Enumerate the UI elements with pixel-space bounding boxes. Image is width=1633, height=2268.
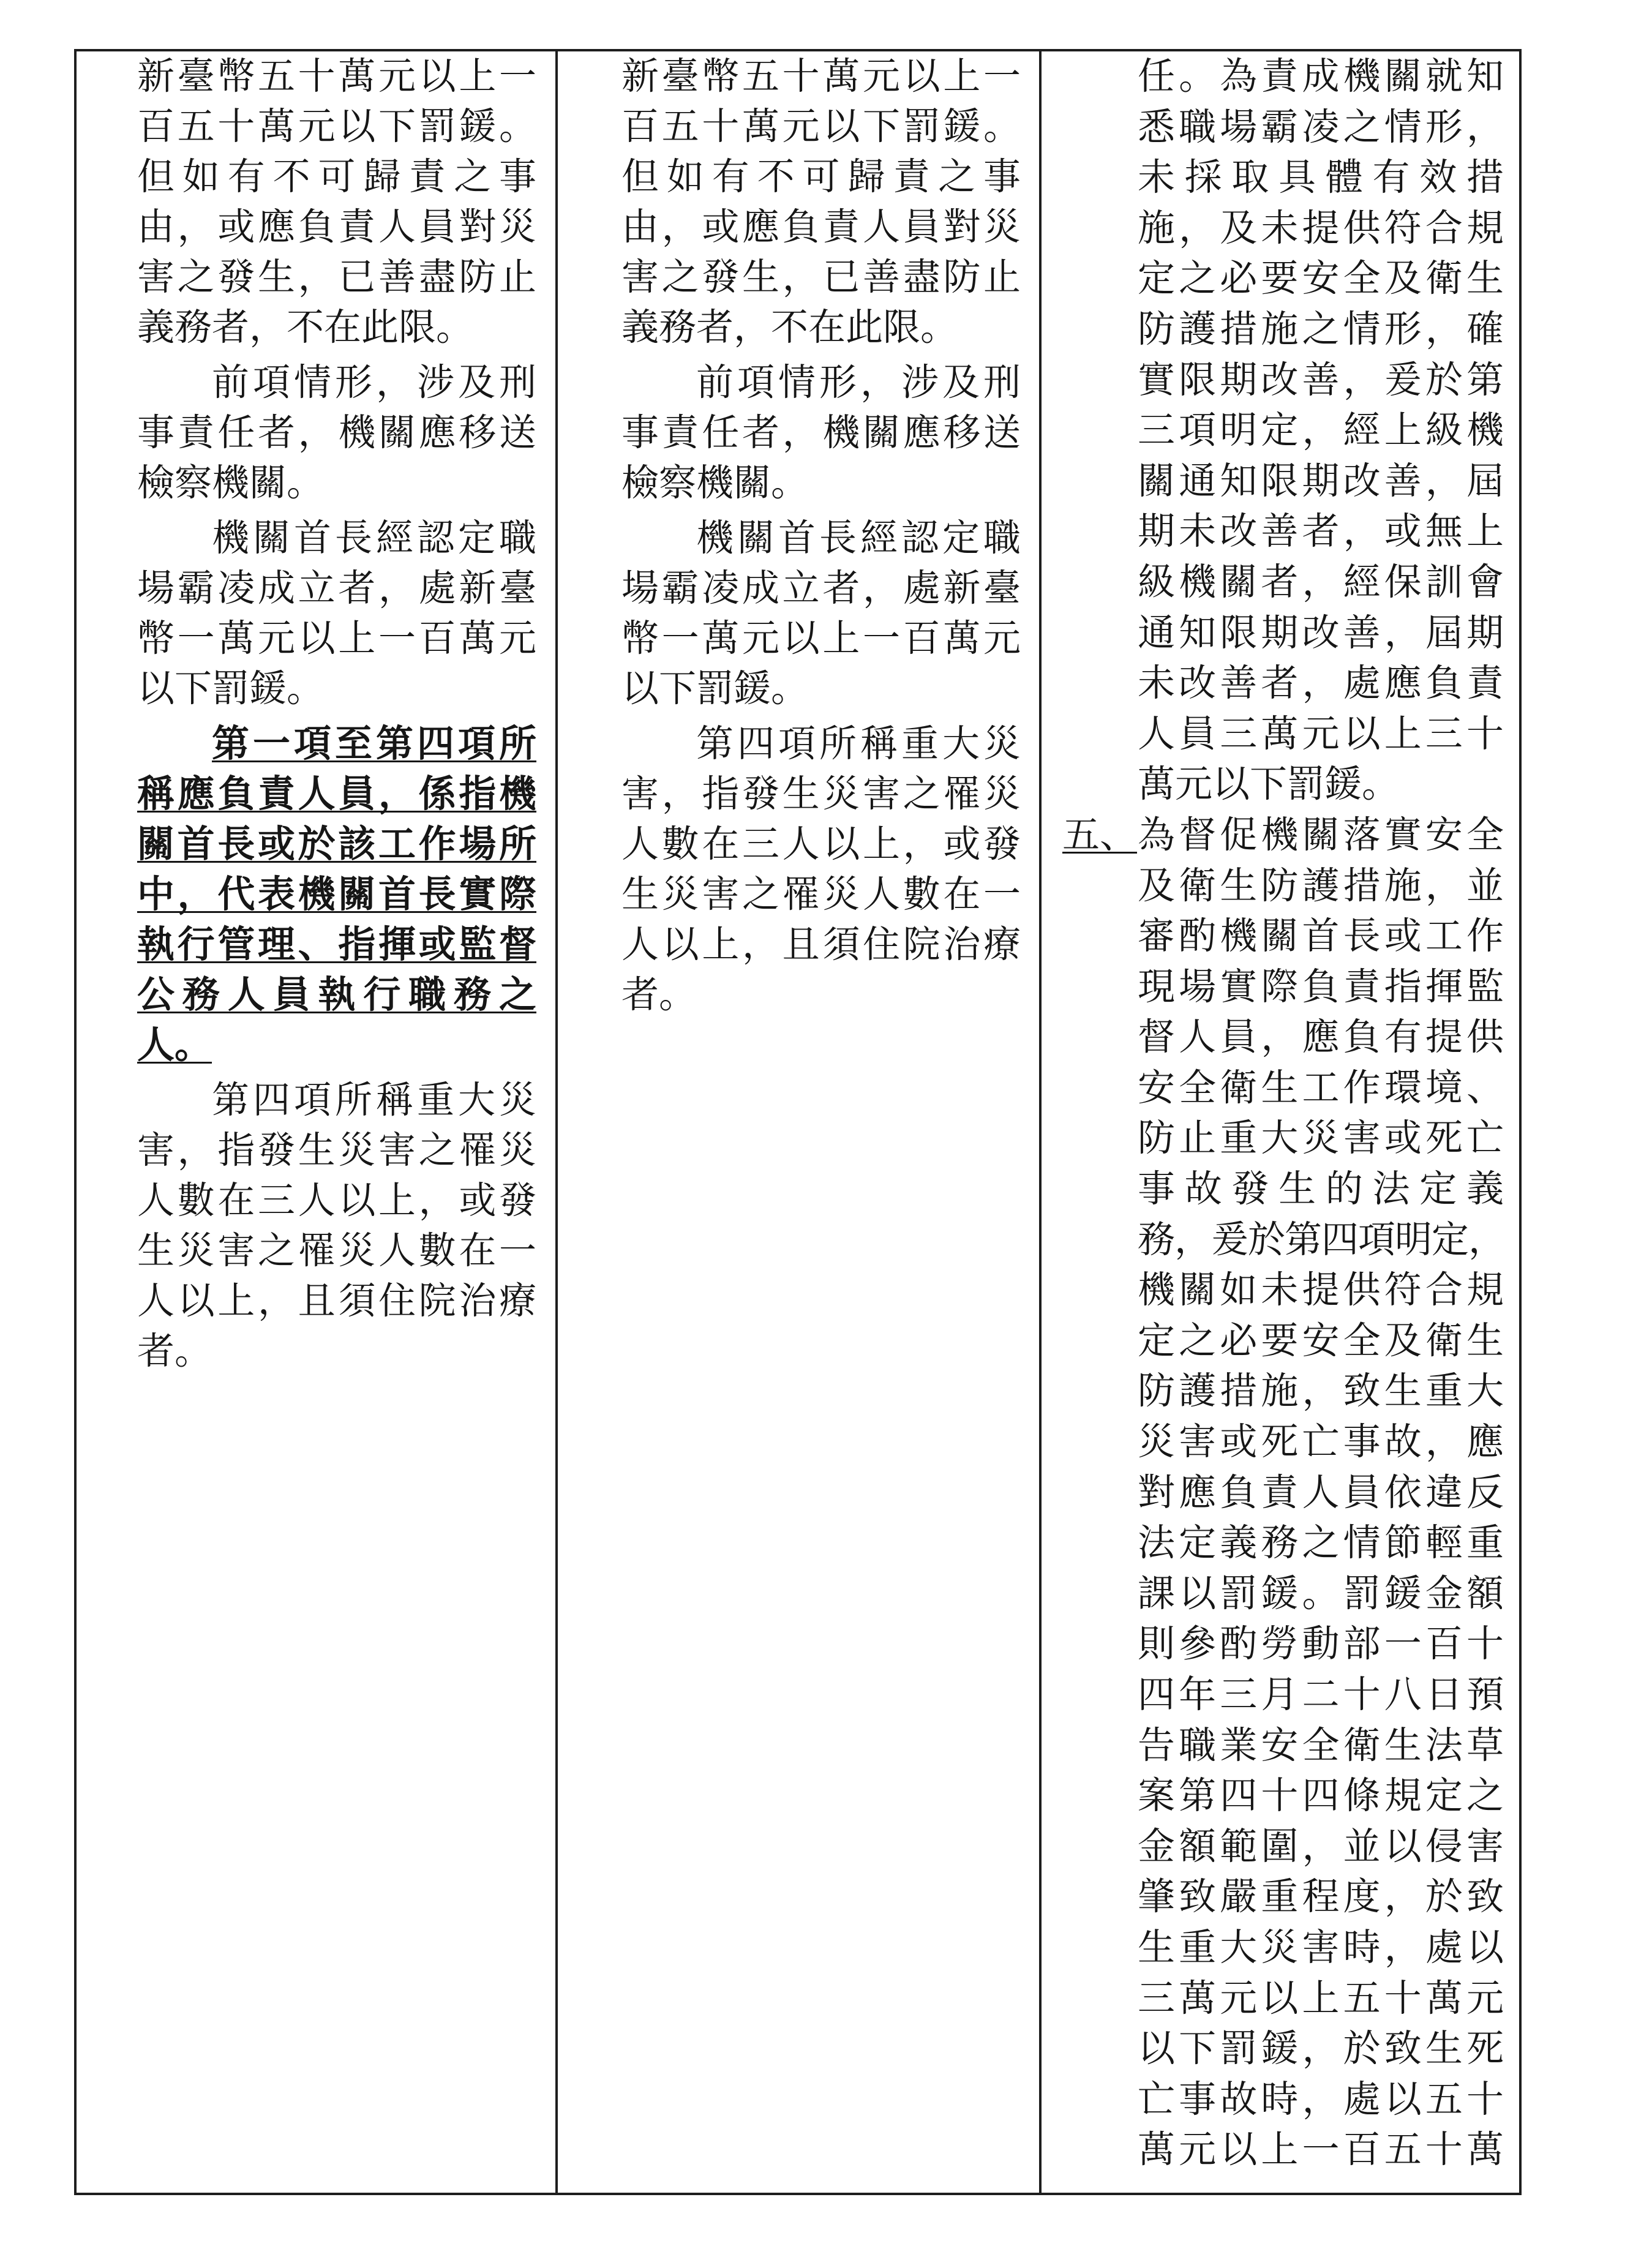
text-line: 檢察機關。: [137, 461, 325, 505]
text-line: 以下罰鍰，於致生死: [1138, 2027, 1504, 2071]
text-line: 級機關者，經保訓會: [1138, 560, 1504, 604]
text-line: 事責任者，機關應移送: [621, 411, 1021, 454]
text-line: 場霸凌成立者，處新臺: [621, 566, 1021, 610]
text-line: 對應負責人員依違反: [1138, 1470, 1504, 1514]
text-line: 安全衛生工作環境、: [1138, 1065, 1504, 1110]
text-line: 義務者，不在此限。: [137, 306, 474, 349]
text-line: 者。: [621, 973, 697, 1016]
text-line: 者。: [137, 1329, 212, 1373]
text-line: 四年三月二十八日預: [1138, 1673, 1504, 1716]
explanation-item-4-continuation: [1138, 51, 1504, 810]
text-line: 定之必要安全及衛生: [1138, 1318, 1504, 1362]
text-line: 及衛生防護措施，並: [1138, 863, 1504, 907]
text-line: 機關如未提供符合規: [1138, 1268, 1504, 1312]
text-line: 人員三萬元以上三十: [1138, 712, 1504, 756]
text-line: 災害或死亡事故，應: [1138, 1420, 1504, 1464]
text-line: 以下罰鍰。: [621, 667, 809, 710]
text-line: 幣一萬元以上一百萬元: [621, 617, 1021, 660]
text-line: 悉職場霸凌之情形，: [1138, 105, 1504, 149]
text-line: 案第四十四條規定之: [1138, 1774, 1504, 1818]
text-line: 但如有不可歸責之事: [621, 155, 1021, 198]
text-line: 害之發生，已善盡防止: [621, 255, 1021, 299]
text-line: 萬元以上一百五十萬: [1138, 2128, 1504, 2172]
text-line: 實限期改善，爰於第: [1138, 358, 1504, 402]
text-line: 人以上，且須住院治療: [621, 923, 1021, 966]
text-line: 檢察機關。: [621, 461, 809, 505]
item-number-marker: 五、: [1062, 813, 1138, 857]
text-line: 未改善者，處應負責: [1138, 661, 1504, 705]
text-line: 期未改善者，或無上: [1138, 509, 1504, 554]
column-divider-2: [1039, 49, 1042, 2195]
text-line: 人以上，且須住院治療: [137, 1279, 536, 1323]
paragraph-criminal-referral: [137, 358, 536, 508]
column-divider-1: [555, 49, 558, 2195]
text-line: 幣一萬元以上一百萬元: [137, 617, 536, 660]
text-line: 由，或應負責人員對災: [137, 205, 536, 249]
text-line: 則參酌勞動部一百十: [1138, 1622, 1504, 1666]
text-line: 害之發生，已善盡防止: [137, 255, 536, 299]
text-line: 生災害之罹災人數在一: [621, 873, 1021, 916]
text-line: 通知限期改善，屆期: [1138, 610, 1504, 655]
text-line-bold-underlined: 中，代表機關首長實際: [137, 873, 536, 916]
text-line: 現場實際負責指揮監: [1138, 964, 1504, 1008]
text-line: 審酌機關首長或工作: [1138, 914, 1504, 958]
text-line: 義務者，不在此限。: [621, 306, 958, 349]
text-line: 萬元以下罰鍰。: [1138, 762, 1400, 806]
text-line: 告職業安全衛生法草: [1138, 1723, 1504, 1767]
text-line: 三萬元以上五十萬元: [1138, 1976, 1504, 2020]
text-line: 第四項所稱重大災: [696, 722, 1021, 765]
text-line: 人數在三人以上，或發: [621, 822, 1021, 866]
text-line: 但如有不可歸責之事: [137, 155, 536, 198]
text-line: 督人員，應負有提供: [1138, 1015, 1504, 1059]
text-line: 新臺幣五十萬元以上一: [137, 54, 536, 98]
column-1-amended-text: [137, 51, 536, 1376]
paragraph-head-bullying-fine: [137, 513, 536, 714]
text-line: 防護措施，致生重大: [1138, 1369, 1504, 1413]
explanation-item-5: [1062, 810, 1504, 2176]
text-line-bold-underlined: 公務人員執行職務之: [137, 973, 536, 1016]
paragraph-major-disaster-definition: [137, 1075, 536, 1376]
paragraph-major-disaster-definition: [621, 719, 1021, 1020]
text-line: 課以罰鍰。罰鍰金額: [1138, 1571, 1504, 1615]
text-line: 法定義務之情節輕重: [1138, 1521, 1504, 1565]
text-line: 防護措施之情形，確: [1138, 307, 1504, 351]
text-line: 前項情形，涉及刑: [212, 361, 536, 404]
text-line: 施，及未提供符合規: [1138, 206, 1504, 250]
text-line: 任。為責成機關就知: [1138, 54, 1504, 98]
text-line: 未採取具體有效措: [1138, 156, 1504, 200]
column-2-original-text: [621, 51, 1021, 1020]
text-line-bold-underlined: 稱應負責人員，係指機: [137, 772, 536, 816]
text-line: 關通知限期改善，屆: [1138, 459, 1504, 503]
text-line: 由，或應負責人員對災: [621, 205, 1021, 249]
paragraph-penalty-continuation: [137, 51, 536, 353]
text-line-bold-underlined: 關首長或於該工作場所: [137, 822, 536, 866]
text-line: 以下罰鍰。: [137, 667, 325, 710]
text-line: 亡事故時，處以五十: [1138, 2077, 1504, 2121]
text-line: 防止重大災害或死亡: [1138, 1116, 1504, 1160]
text-line: 前項情形，涉及刑: [696, 361, 1021, 404]
text-line-bold-underlined: 第一項至第四項所: [212, 722, 536, 765]
paragraph-head-bullying-fine: [621, 513, 1021, 714]
text-line: 金額範圍，並以侵害: [1138, 1824, 1504, 1868]
text-line: 三項明定，經上級機: [1138, 408, 1504, 452]
text-line: 場霸凌成立者，處新臺: [137, 566, 536, 610]
text-line: 務，爰於第四項明定，: [1138, 1217, 1504, 1261]
text-line: 生重大災害時，處以: [1138, 1925, 1504, 1969]
text-line: 百五十萬元以下罰鍰。: [137, 105, 536, 148]
paragraph-criminal-referral: [621, 358, 1021, 508]
text-line: 事責任者，機關應移送: [137, 411, 536, 454]
text-line: 人數在三人以上，或發: [137, 1179, 536, 1222]
text-line: 機關首長經認定職: [696, 516, 1021, 560]
text-line: 機關首長經認定職: [212, 516, 536, 560]
text-line-bold-underlined: 人。: [137, 1023, 212, 1067]
text-line: 新臺幣五十萬元以上一: [621, 54, 1021, 98]
text-line: 第四項所稱重大災: [212, 1078, 536, 1122]
column-3-explanation: [1062, 51, 1504, 2176]
text-line: 生災害之罹災人數在一: [137, 1229, 536, 1272]
paragraph-penalty-continuation: [621, 51, 1021, 353]
text-line: 肇致嚴重程度，於致: [1138, 1875, 1504, 1919]
paragraph-responsible-person-definition: [137, 719, 536, 1070]
text-line: 百五十萬元以下罰鍰。: [621, 105, 1021, 148]
text-line: 為督促機關落實安全: [1138, 813, 1504, 857]
text-line: 事故發生的法定義: [1138, 1167, 1504, 1211]
text-line: 害，指發生災害之罹災: [621, 772, 1021, 816]
text-line-bold-underlined: 執行管理、指揮或監督: [137, 923, 536, 966]
text-line: 定之必要安全及衛生: [1138, 257, 1504, 301]
text-line: 害，指發生災害之罹災: [137, 1128, 536, 1172]
